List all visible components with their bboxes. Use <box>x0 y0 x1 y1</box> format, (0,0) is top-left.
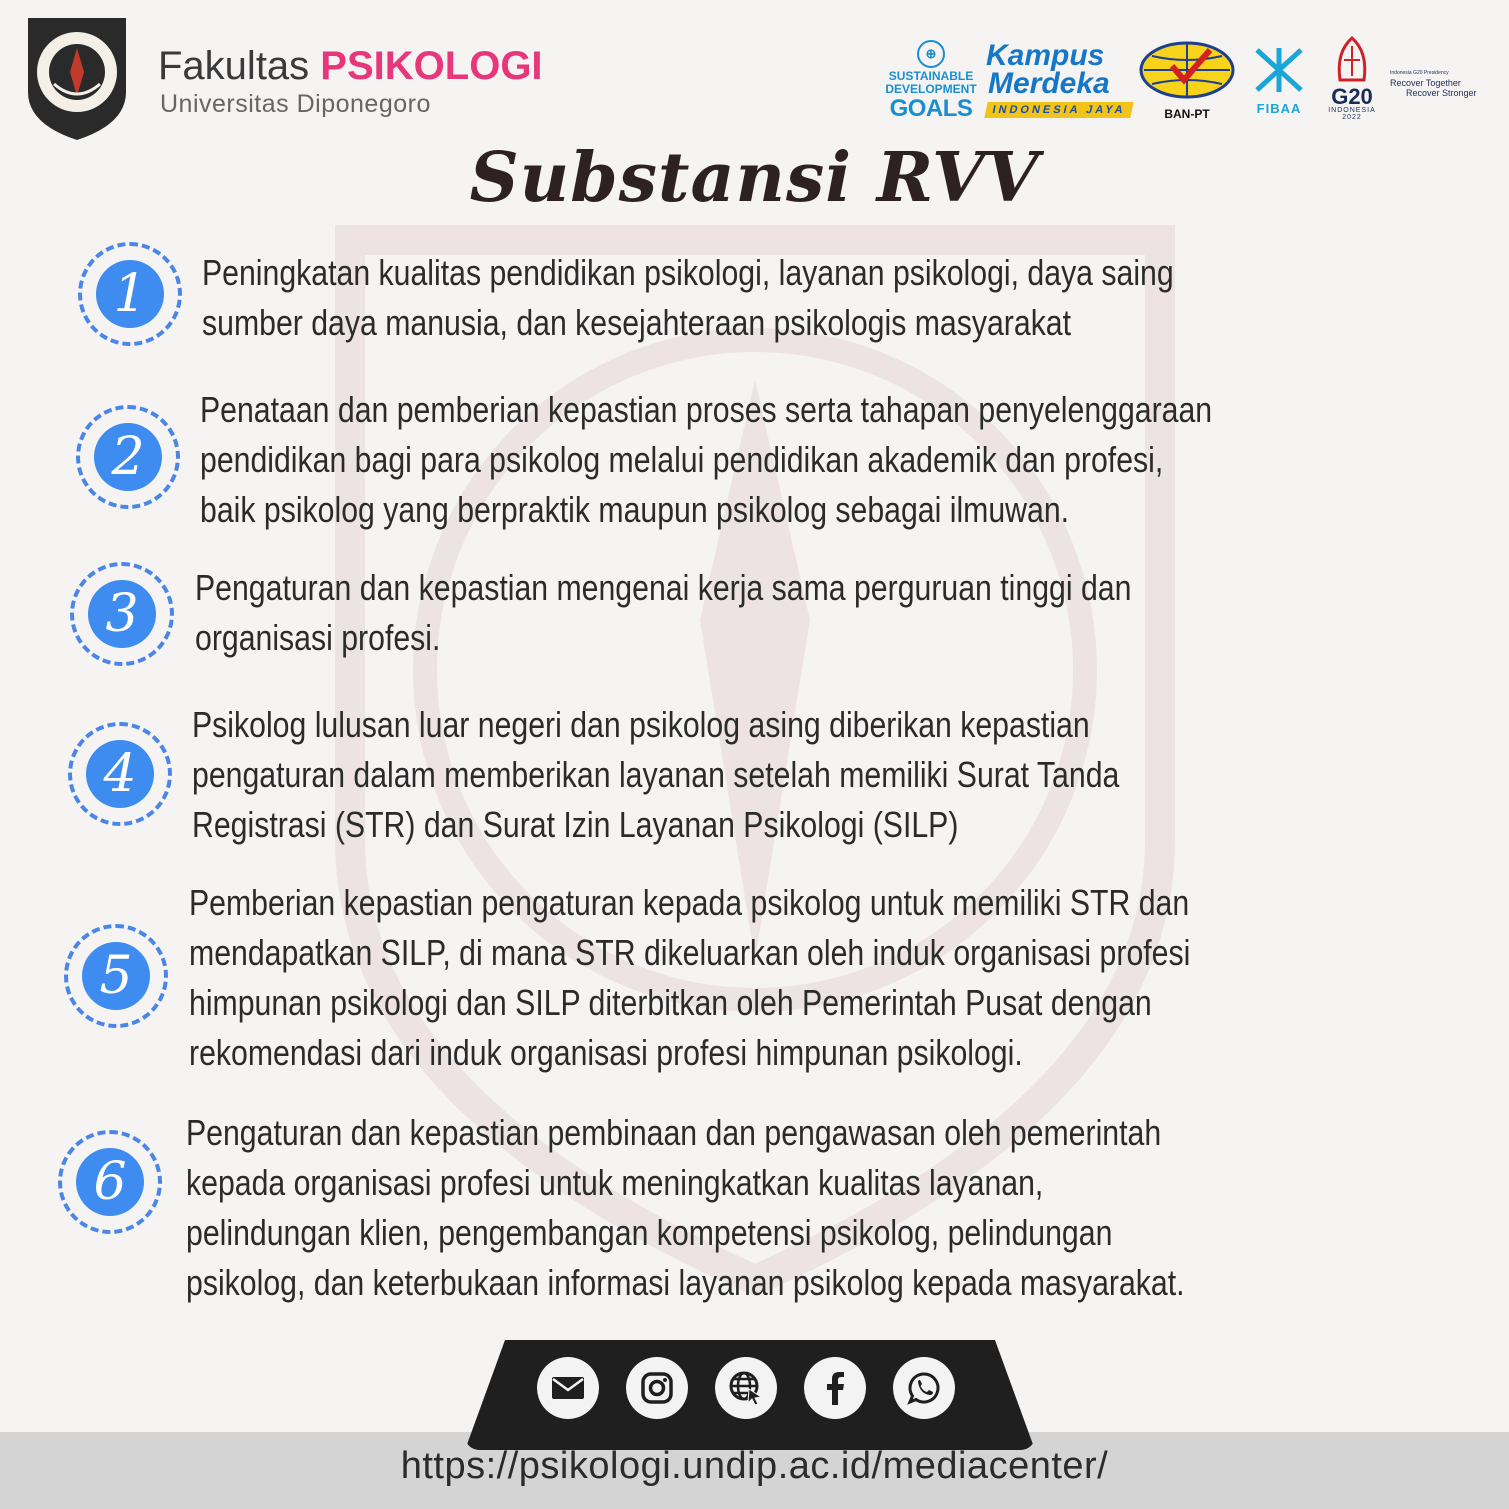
recover-line-2: Recover Stronger <box>1406 88 1477 98</box>
item-line: Registrasi (STR) dan Surat Izin Layanan Psikologi (SILP) <box>192 804 959 845</box>
item-line: Peningkatan kualitas pendidikan psikologi, layanan psikologi, daya saing <box>202 252 1174 293</box>
badge-number: 2 <box>94 423 162 491</box>
number-badge-5 <box>64 924 168 1028</box>
g20-logo <box>1320 36 1384 126</box>
list-item-2 <box>200 385 1212 535</box>
item-line: rekomendasi dari induk organisasi profesi himpunan psikologi. <box>189 1032 1023 1073</box>
item-line: pelindungan klien, pengembangan kompetensi psikolog, pelindungan <box>186 1212 1113 1253</box>
faculty-heading <box>158 44 543 89</box>
item-line: himpunan psikologi dan SILP diterbitkan oleh Pemerintah Pusat dengan <box>189 982 1152 1023</box>
badge-number: 6 <box>76 1148 144 1216</box>
fibaa-text: FIBAA <box>1256 101 1302 116</box>
university-logo <box>24 14 130 142</box>
list-item-3 <box>195 563 1131 663</box>
recover-together-logo <box>1390 68 1490 98</box>
item-line: pengaturan dalam memberikan layanan setelah memiliki Surat Tanda <box>192 754 1120 795</box>
whatsapp-icon[interactable] <box>893 1357 955 1419</box>
banpt-text: BAN-PT <box>1164 107 1210 121</box>
recover-line-1: Recover Together <box>1390 78 1461 88</box>
item-line: Penataan dan pemberian kepastian proses serta tahapan penyelenggaraan <box>200 389 1213 430</box>
item-line: pendidikan bagi para psikolog melalui pendidikan akademik dan profesi, <box>200 439 1164 480</box>
sdg-text-3: GOALS <box>889 95 973 122</box>
website-icon[interactable] <box>715 1357 777 1419</box>
list-item-5 <box>189 878 1190 1078</box>
g20-sub-2: 2022 <box>1342 114 1362 121</box>
faculty-prefix: Fakultas <box>158 44 310 88</box>
recover-tiny: Indonesia G20 Presidency <box>1390 70 1449 76</box>
g20-sub-1: INDONESIA <box>1328 107 1376 114</box>
item-line: Pengaturan dan kepastian mengenai kerja sama perguruan tinggi dan <box>195 567 1132 608</box>
item-line: Pemberian kepastian pengaturan kepada psikolog untuk memiliki STR dan <box>189 882 1190 923</box>
item-line: Psikolog lulusan luar negeri dan psikolog asing diberikan kepastian <box>192 704 1090 745</box>
item-line: mendapatkan SILP, di mana STR dikeluarkan oleh induk organisasi profesi <box>189 932 1191 973</box>
un-emblem-icon: ⊕ <box>917 40 945 68</box>
page-title: Substansi RVV <box>469 138 1040 218</box>
kampus-text-1: Kampus <box>986 39 1105 72</box>
faculty-name: PSIKOLOGI <box>320 44 543 88</box>
instagram-icon[interactable] <box>626 1357 688 1419</box>
g20-gunungan-icon <box>1332 36 1372 82</box>
number-badge-4 <box>68 722 172 826</box>
sdg-logo <box>884 40 978 120</box>
list-item-4 <box>192 700 1119 850</box>
footer-url[interactable]: https://psikologi.undip.ac.id/mediacenter/ <box>400 1445 1109 1487</box>
list-item-1 <box>202 248 1174 348</box>
university-name: Universitas Diponegoro <box>160 90 431 118</box>
item-line: kepada organisasi profesi untuk meningkatkan kualitas layanan, <box>186 1162 1044 1203</box>
badge-number: 5 <box>82 942 150 1010</box>
item-line: psikolog, dan keterbukaan informasi layanan psikolog kepada masyarakat. <box>186 1262 1185 1303</box>
number-badge-1 <box>78 242 182 346</box>
badge-number: 1 <box>96 260 164 328</box>
badge-number: 4 <box>86 740 154 808</box>
email-icon[interactable] <box>537 1357 599 1419</box>
g20-text: G20 <box>1331 84 1373 109</box>
sdg-text-1: SUSTAINABLE <box>888 69 974 83</box>
item-line: organisasi profesi. <box>195 617 441 658</box>
number-badge-6 <box>58 1130 162 1234</box>
kampus-merdeka-logo <box>986 39 1132 120</box>
list-item-6 <box>186 1108 1185 1308</box>
number-badge-3 <box>70 562 174 666</box>
badge-number: 3 <box>88 580 156 648</box>
kampus-text-2: Merdeka <box>988 67 1110 100</box>
fibaa-logo <box>1248 44 1310 120</box>
item-line: baik psikolog yang berpraktik maupun psikolog sebagai ilmuwan. <box>200 489 1070 530</box>
number-badge-2 <box>76 405 180 509</box>
sdg-text-2: DEVELOPMENT <box>885 82 977 96</box>
item-line: sumber daya manusia, dan kesejahteraan psikologis masyarakat <box>202 302 1072 343</box>
banpt-logo <box>1138 40 1236 120</box>
facebook-icon[interactable] <box>804 1357 866 1419</box>
fibaa-star-icon <box>1253 44 1305 96</box>
item-line: Pengaturan dan kepastian pembinaan dan pengawasan oleh pemerintah <box>186 1112 1162 1153</box>
banpt-globe-icon <box>1138 40 1236 100</box>
kampus-bar: INDONESIA JAYA <box>984 102 1133 118</box>
